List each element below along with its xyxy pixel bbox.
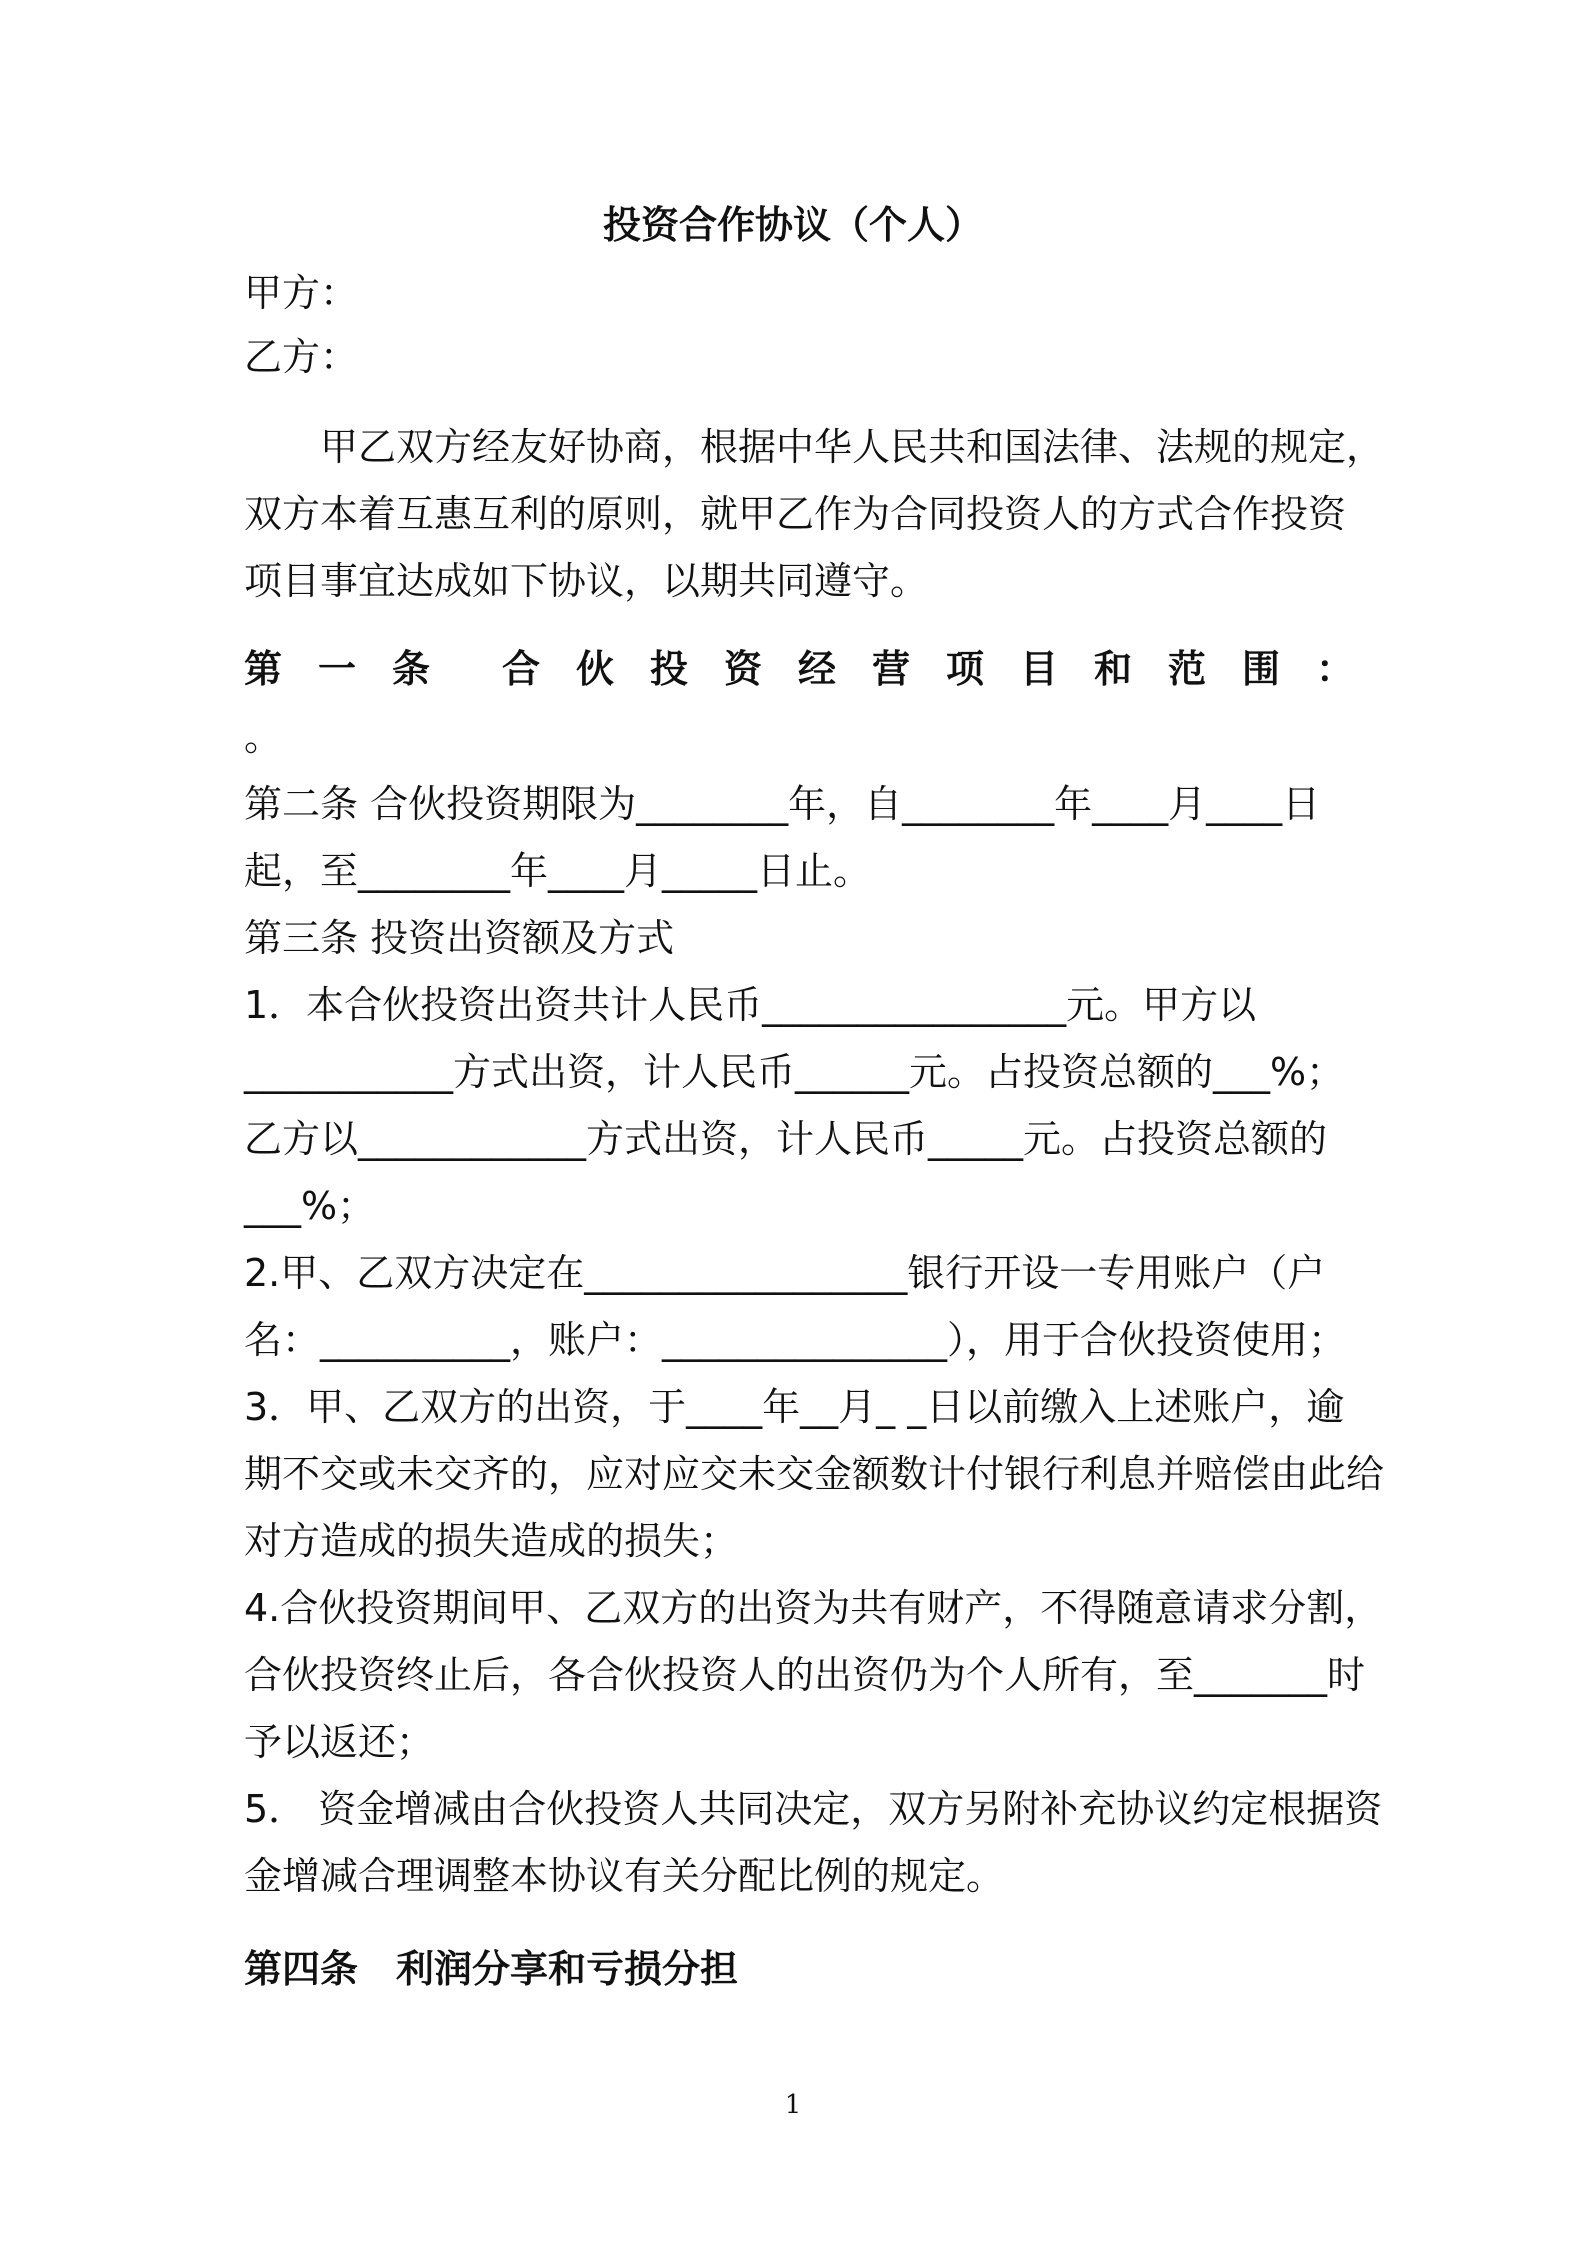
article2-line-1: 第二条 合伙投资期限为________年，自________年____月____日 — [244, 782, 1321, 826]
article1-char: 第 — [244, 647, 283, 691]
article1-char: 合 — [501, 647, 540, 691]
article3-line-8: 期不交或未交齐的，应对应交未交金额数计付银行利息并赔偿由此给 — [244, 1452, 1385, 1496]
article1-char: 范 — [1167, 647, 1206, 691]
article1-char: 和 — [1093, 647, 1132, 691]
article3-line-12: 予以返还； — [244, 1720, 435, 1764]
article1-tail: 。 — [244, 715, 283, 759]
intro-line-3: 项目事宜达成如下协议，以期共同遵守。 — [244, 559, 929, 603]
article1-char: 投 — [649, 647, 688, 691]
article3-line-2: ___________方式出资，计人民币______元。占投资总额的___%； — [244, 1050, 1345, 1094]
intro-line-2: 双方本着互惠互利的原则，就甲乙作为合同投资人的方式合作投资 — [244, 492, 1347, 536]
article1-char: 目 — [1019, 647, 1058, 691]
article3-line-13: 5． 资金增减由合伙投资人共同决定，双方另附补充协议约定根据资 — [244, 1787, 1383, 1831]
article1-char: 一 — [318, 647, 357, 691]
article3-line-7: 3．甲、乙双方的出资，于____年__月_ _日以前缴入上述账户，逾 — [244, 1385, 1345, 1429]
article1-char: 项 — [945, 647, 984, 691]
party-a-label: 甲方： — [244, 271, 359, 315]
article3-line-11: 合伙投资终止后，各合伙投资人的出资仍为个人所有，至_______时 — [244, 1653, 1366, 1697]
article1-char: 营 — [871, 647, 910, 691]
article4-title: 第四条 利润分享和亏损分担 — [244, 1947, 739, 1991]
article3-line-14: 金增减合理调整本协议有关分配比例的规定。 — [244, 1854, 1005, 1898]
article1-char: 围 — [1241, 647, 1280, 691]
article3-line-6: 名：__________，账户：_______________），用于合伙投资使用； — [244, 1318, 1347, 1362]
article3-title: 第三条 投资出资额及方式 — [244, 916, 675, 960]
article1-char: 条 — [392, 647, 431, 691]
article2-line-2: 起，至________年____月_____日止。 — [244, 849, 872, 893]
document-title: 投资合作协议（个人） — [602, 203, 983, 247]
article3-line-3: 乙方以____________方式出资，计人民币_____元。占投资总额的 — [244, 1117, 1328, 1161]
article1-heading — [244, 642, 1354, 696]
article1-char: ： — [1315, 647, 1354, 691]
article3-line-4: ___%； — [244, 1184, 376, 1228]
article1-char: 伙 — [575, 647, 614, 691]
article3-line-10: 4.合伙投资期间甲、乙双方的出资为共有财产，不得随意请求分割， — [244, 1586, 1383, 1630]
page-number: 1 — [784, 2090, 802, 2120]
article3-line-9: 对方造成的损失造成的损失； — [244, 1519, 739, 1563]
intro-line-1: 甲乙双方经友好协商，根据中华人民共和国法律、法规的规定， — [244, 425, 1385, 469]
article1-char: 资 — [723, 647, 762, 691]
article3-line-5: 2.甲、乙双方决定在_________________银行开设一专用账户（户 — [244, 1251, 1326, 1295]
article1-char: 经 — [797, 647, 836, 691]
article3-line-1: 1．本合伙投资出资共计人民币________________元。甲方以 — [244, 983, 1257, 1027]
party-b-label: 乙方： — [244, 335, 359, 379]
